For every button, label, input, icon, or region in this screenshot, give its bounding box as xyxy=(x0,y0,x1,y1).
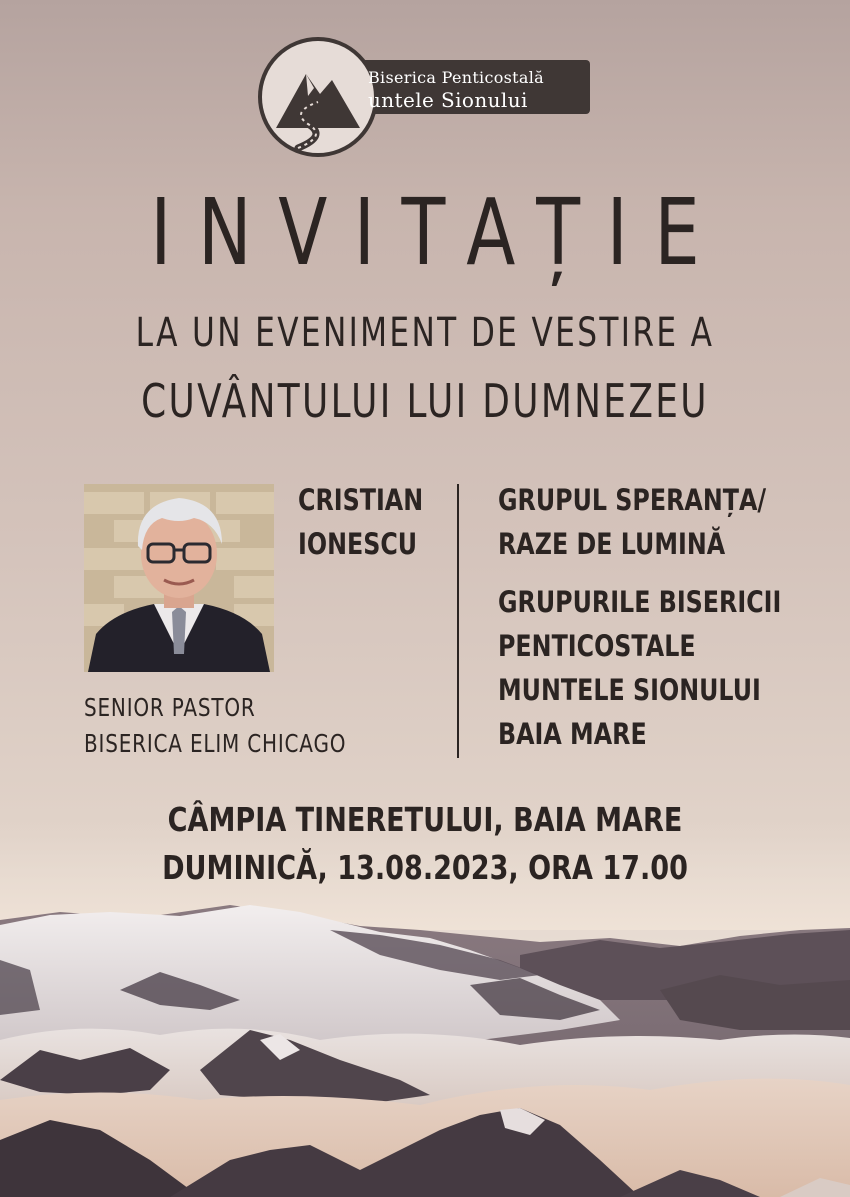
music-groups xyxy=(498,478,781,756)
group-1 xyxy=(498,478,781,566)
group-2 xyxy=(498,580,781,756)
page-title: INVITAȚIE xyxy=(150,179,727,286)
speaker-first-name: CRISTIAN xyxy=(298,483,424,517)
group-2-line-1: GRUPURILE BISERICII xyxy=(498,585,782,619)
logo-line-2: untele Sionului xyxy=(368,88,528,112)
event-datetime: DUMINICĂ, 13.08.2023, ORA 17.00 xyxy=(162,848,688,887)
speaker-role xyxy=(84,690,346,762)
speaker-role-line-2: BISERICA ELIM CHICAGO xyxy=(84,729,347,758)
group-1-line-2: RAZE DE LUMINĂ xyxy=(498,527,726,561)
group-2-line-4: BAIA MARE xyxy=(498,717,647,751)
speaker-last-name: IONESCU xyxy=(298,527,418,561)
subtitle-line-2: CUVÂNTULUI LUI DUMNEZEU xyxy=(141,374,709,428)
group-1-line-1: GRUPUL SPERANȚA/ xyxy=(498,483,767,517)
event-location: CÂMPIA TINERETULUI, BAIA MARE xyxy=(167,800,683,839)
group-2-line-2: PENTICOSTALE xyxy=(498,629,696,663)
church-logo xyxy=(258,36,598,158)
vertical-divider xyxy=(457,484,459,758)
group-2-line-3: MUNTELE SIONULUI xyxy=(498,673,761,707)
logo-line-1: Biserica Penticostală xyxy=(368,68,545,87)
speaker-name xyxy=(298,478,423,566)
speaker-role-line-1: SENIOR PASTOR xyxy=(84,693,256,722)
subtitle-line-1: LA UN EVENIMENT DE VESTIRE A xyxy=(135,310,715,356)
speaker-photo xyxy=(84,484,274,672)
